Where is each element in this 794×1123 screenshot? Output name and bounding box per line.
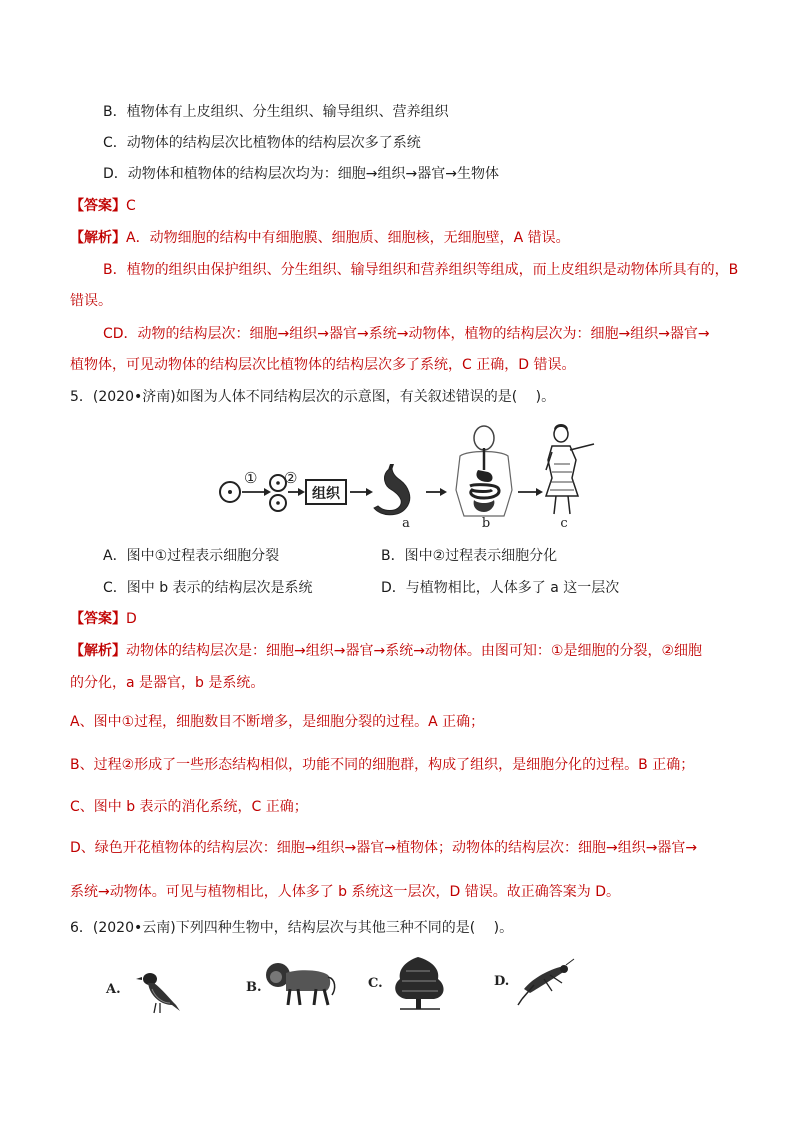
q5-option-b: B．图中②过程表示细胞分化 <box>381 548 558 564</box>
q6-organisms-figure <box>100 955 580 1017</box>
q6-label-d: D. <box>494 974 510 989</box>
q4-option-d: D．动物体和植物体的结构层次均为：细胞→组织→器官→生物体 <box>103 166 499 182</box>
q5-option-a: A．图中①过程表示细胞分裂 <box>103 548 280 564</box>
analysis-text: A．动物细胞的结构中有细胞膜、细胞质、细胞核，无细胞壁，A 错误。 <box>126 230 570 246</box>
q5-answer <box>70 609 137 629</box>
q6-label-a: A. <box>106 982 121 997</box>
arrow-step-2-icon <box>288 488 305 496</box>
q6-stem: 6．(2020•云南)下列四种生物中，结构层次与其他三种不同的是( )。 <box>70 920 514 936</box>
answer-value: C <box>126 198 136 214</box>
q5-analysis-d-line-2: 系统→动物体。可见与植物相比，人体多了 b 系统这一层次，D 错误。故正确答案为 D。 <box>70 884 620 900</box>
lion-icon <box>266 963 335 1005</box>
step-2-label: ② <box>284 469 298 487</box>
q4-analysis-line-2a: B．植物的组织由保护组织、分生组织、输导组织和营养组织等组成，而上皮组织是动物体所具有的，B <box>103 262 739 278</box>
answer-tag: 【答案】 <box>70 611 126 627</box>
digestive-system-torso-icon <box>456 426 512 516</box>
q4-analysis-line-3b: 植物体，可见动物体的结构层次比植物体的结构层次多了系统，C 正确，D 错误。 <box>70 357 576 373</box>
q5-analysis-a: A、图中①过程，细胞数目不断增多，是细胞分裂的过程。A 正确； <box>70 714 485 730</box>
analysis-tag: 【解析】 <box>70 643 126 659</box>
analysis-tag: 【解析】 <box>70 230 126 246</box>
arrow-step-1-icon <box>242 488 271 496</box>
analysis-text: 动物体的结构层次是：细胞→组织→器官→系统→动物体。由图可知：①是细胞的分裂，②细胞 <box>126 643 703 659</box>
body-structure-levels-figure <box>212 420 612 532</box>
q4-analysis-line-2b: 错误。 <box>70 293 112 309</box>
q5-option-c: C．图中 b 表示的结构层次是系统 <box>103 580 313 596</box>
q5-analysis-b: B、过程②形成了一些形态结构相似，功能不同的细胞群，构成了组织，是细胞分化的过程。B 正确； <box>70 757 695 773</box>
single-cell-icon <box>220 482 240 502</box>
q4-option-c: C．动物体的结构层次比植物体的结构层次多了系统 <box>103 135 421 151</box>
answer-tag: 【答案】 <box>70 198 126 214</box>
grasshopper-icon <box>518 959 574 1005</box>
bird-icon <box>136 973 180 1013</box>
arrow-to-organ-icon <box>350 488 373 496</box>
arrow-to-system-icon <box>426 488 447 496</box>
q4-option-b: B．植物体有上皮组织、分生组织、输导组织、营养组织 <box>103 104 449 120</box>
q5-analysis-line-1b: 的分化，a 是器官，b 是系统。 <box>70 675 265 691</box>
q4-answer <box>70 196 136 216</box>
q4-analysis-line-3a: CD．动物的结构层次：细胞→组织→器官→系统→动物体，植物的结构层次为：细胞→组织→器官→ <box>103 326 710 342</box>
label-b: b <box>481 516 491 531</box>
step-1-label: ① <box>244 469 258 487</box>
q6-label-b: B. <box>246 980 262 995</box>
q5-stem: 5．(2020•济南)如图为人体不同结构层次的示意图，有关叙述错误的是( )。 <box>70 389 556 405</box>
label-c: c <box>560 516 568 531</box>
q5-analysis-c: C、图中 b 表示的消化系统，C 正确； <box>70 799 308 815</box>
q6-label-c: C. <box>368 976 383 991</box>
answer-value: D <box>126 611 137 627</box>
tissue-box-label: 组织 <box>312 486 340 502</box>
q5-analysis-line-1a <box>70 641 702 661</box>
label-a: a <box>402 516 410 531</box>
q4-analysis-line-1 <box>70 228 570 248</box>
q5-option-d: D．与植物相比，人体多了 a 这一层次 <box>381 580 620 596</box>
tree-icon <box>395 957 443 1009</box>
stomach-icon <box>374 464 410 515</box>
q5-analysis-d-line-1: D、绿色开花植物体的结构层次：细胞→组织→器官→植物体；动物体的结构层次：细胞→组织→器官→ <box>70 840 698 856</box>
person-pointing-icon <box>546 424 594 514</box>
arrow-to-organism-icon <box>518 488 543 496</box>
